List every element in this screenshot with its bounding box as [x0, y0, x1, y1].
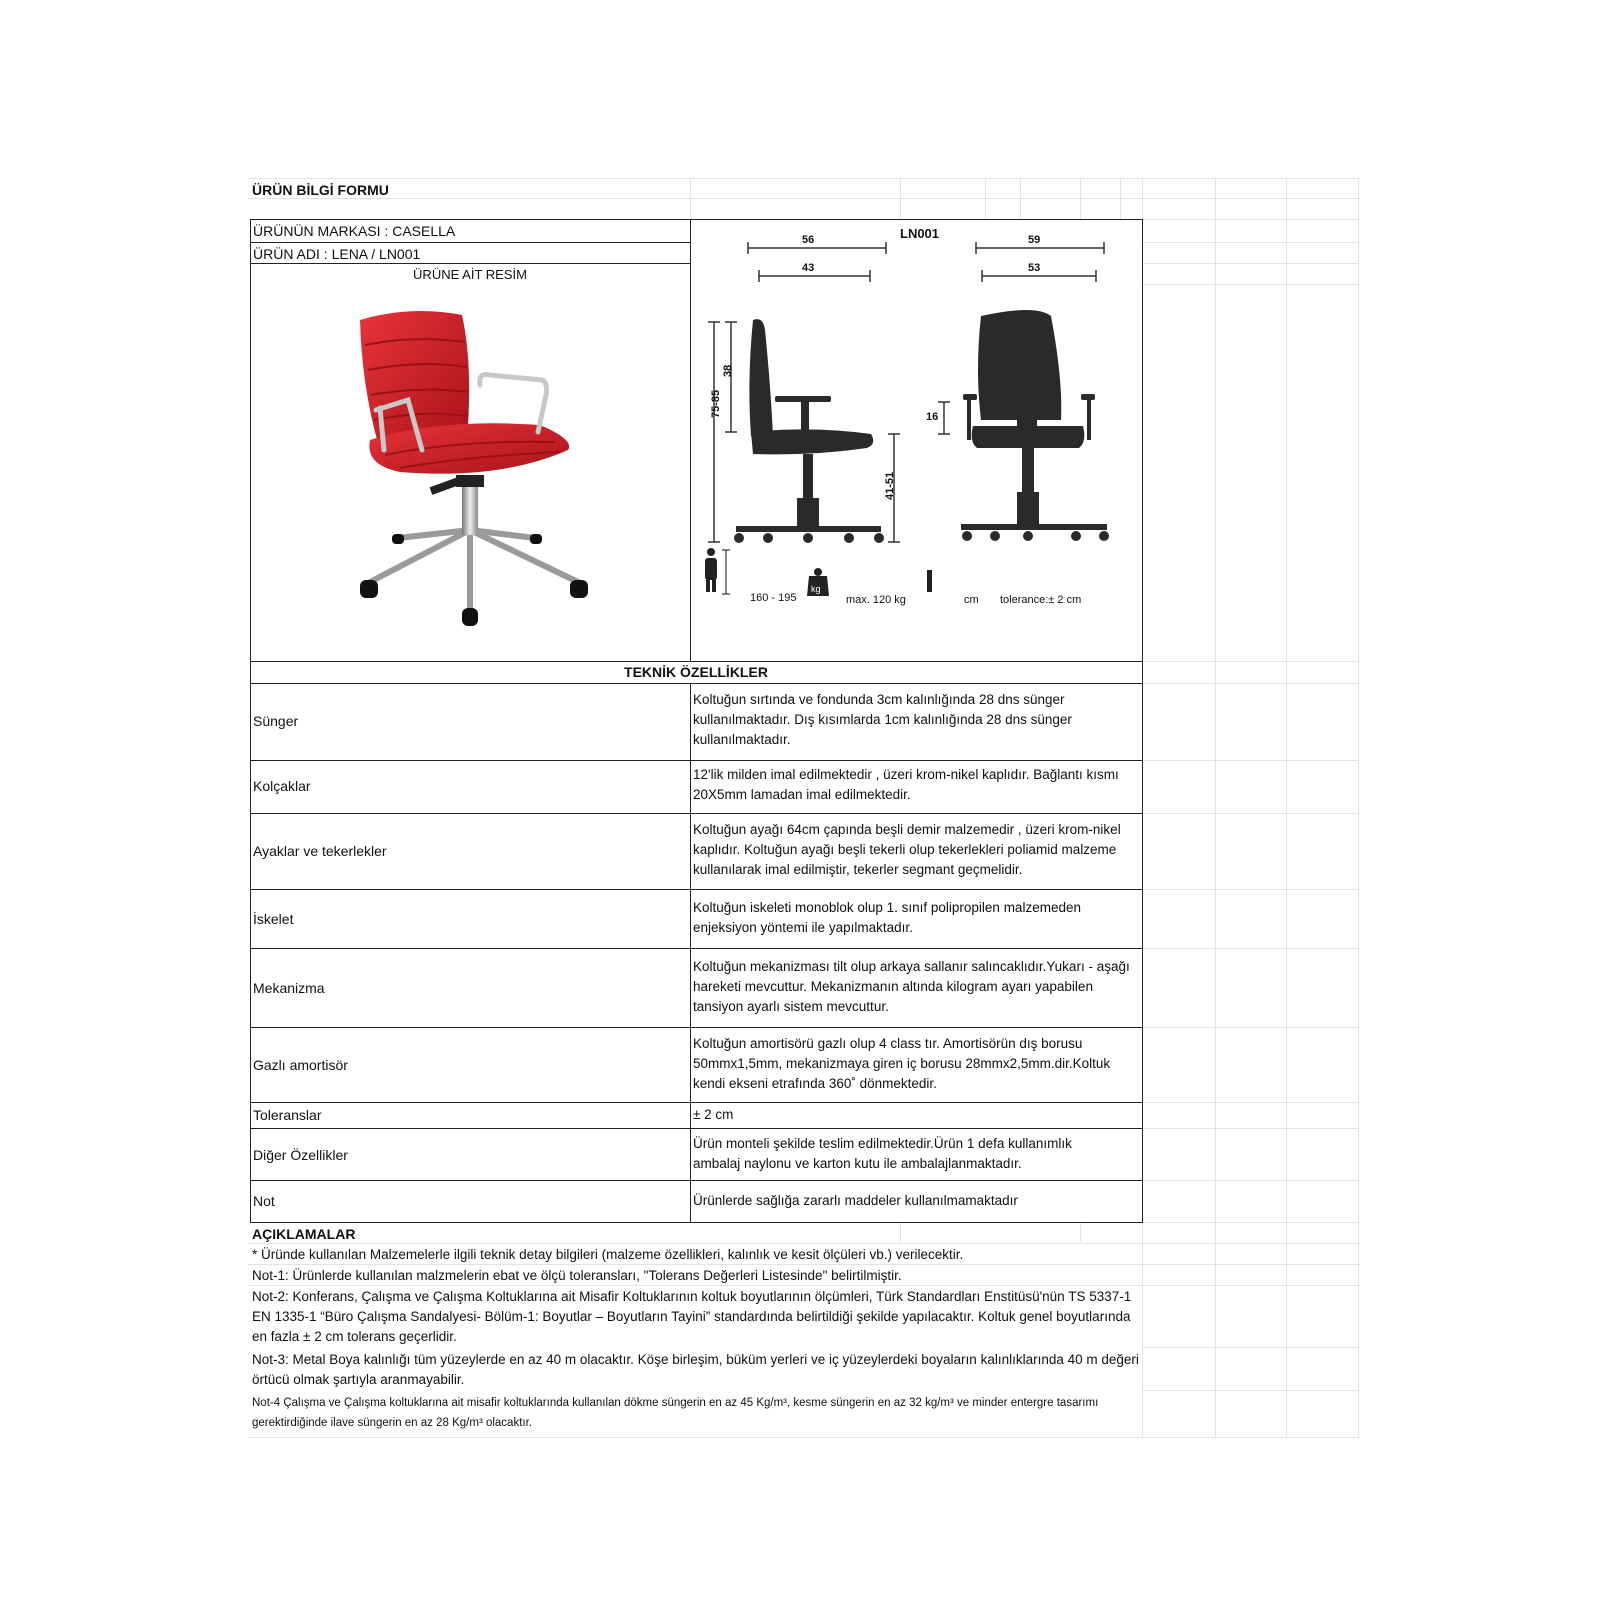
max-weight: max. 120 kg	[846, 594, 906, 606]
dim-back-width-inner: 53	[1028, 262, 1041, 274]
spec-label: Diğer Özellikler	[253, 1147, 348, 1163]
spec-value: Koltuğun amortisörü gazlı olup 4 class tır. Amortisörün dış borusu 50mmx1,5mm, mekanizmaya giren iç borusu 28mmx2,5mm.dir.Koltuk kendi ekseni etrafında 360˚ dönmektedir.	[693, 1036, 1111, 1091]
unit-label: cm	[964, 594, 979, 606]
spec-label: Sünger	[253, 713, 299, 729]
spec-value: Koltuğun sırtında ve fondunda 3cm kalınlığında 28 dns sünger kullanılmaktadır. Dış kısımlarda 1cm kalınlığında 28 dns sünger kullanılmaktadır.	[693, 692, 1072, 747]
note-1: Not-1: Ürünlerde kullanılan malzmelerin ebat ve ölçü toleransları, "Tolerans Değerleri Listesinde" belirtilmiştir.	[252, 1268, 902, 1283]
spec-value: Koltuğun mekanizması tilt olup arkaya sallanır salıncaklıdır.Yukarı - aşağı hareketi mevcuttur. Mekanizmanın altında kilogram ayarı yapabilen tansiyon ayarlı sistem mevcuttur.	[693, 959, 1130, 1014]
kg-icon: kg	[811, 584, 821, 594]
dim-seat-height: 41-51	[884, 471, 896, 500]
user-height-range: 160 - 195	[750, 592, 797, 604]
model-code: LN001	[900, 226, 940, 241]
tech-specs-title: TEKNİK ÖZELLİKLER	[624, 664, 768, 680]
spec-value: Koltuğun iskeleti monoblok olup 1. sınıf polipropilen malzemeden enjeksiyon yöntemi ile yapılmaktadır.	[693, 900, 1081, 935]
spec-label: Mekanizma	[253, 980, 325, 996]
image-caption: ÜRÜNE AİT RESİM	[413, 267, 527, 282]
dim-total-height: 75-85	[710, 389, 722, 418]
note-3: Not-3: Metal Boya kalınlığı tüm yüzeylerde en az 40 m olacaktır. Köşe birleşim, büküm yerleri ve iç yüzeylerdeki boyaların kalınlıklarında 40 m değeri örtücü olmak şartıyla aranmayabilir.	[252, 1352, 1139, 1387]
spec-value: Koltuğun ayağı 64cm çapında beşli demir malzemedir , üzeri krom-nikel kaplıdır. Koltuğun ayağı beşli tekerli olup tekerlekleri poliamid malzeme kullanılarak imal edilmiştir, tekerler segmant geçmelidir.	[693, 822, 1121, 877]
note-2: Not-2: Konferans, Çalışma ve Çalışma Koltuklarına ait Misafir Koltuklarının koltuk boyutlarının ölçümleri, Türk Standardları Enstitüsü'nün TS 5337-1 EN 1335-1 “Büro Çalışma Sandalyesi- Bölüm-1: Boyutlar – Boyutların Tayini” standardında belirtildiği şekilde yapılacaktır. Koltuk genel boyutlarında en fazla ± 2 cm tolerans geçerlidir.	[252, 1289, 1132, 1344]
spec-label: Kolçaklar	[253, 778, 311, 794]
spec-value: 12'lik milden imal edilmektedir , üzeri krom-nikel kaplıdır. Bağlantı kısmı 20X5mm lamadan imal edilmektedir.	[693, 767, 1119, 802]
note-general: * Üründe kullanılan Malzemelerle ilgili teknik detay bilgileri (malzeme özellikleri, kalınlık ve kesit ölçüleri vb.) verilecektir.	[252, 1247, 964, 1262]
dim-back-height: 38	[722, 364, 734, 377]
note-4: Not-4 Çalışma ve Çalışma koltuklarına ait misafir koltuklarında kullanılan dökme süngerin en az 45 Kg/m³, kesme süngerin en az 32 kg/m³ ve minder entergre tasarımı gerektirdiğinde ilave süngerin en az 28 Kg/m³ olacaktır.	[252, 1397, 1099, 1429]
spec-value: ± 2 cm	[693, 1107, 734, 1122]
notes-title: AÇIKLAMALAR	[252, 1226, 356, 1242]
brand-line: ÜRÜNÜN MARKASI : CASELLA	[253, 223, 456, 239]
spec-label: Gazlı amortisör	[253, 1057, 348, 1073]
spec-value: Ürünlerde sağlığa zararlı maddeler kullanılmamaktadır	[693, 1193, 1018, 1208]
dim-seat-width-inner: 43	[802, 262, 815, 274]
spec-label: İskelet	[253, 911, 294, 927]
product-photo	[340, 300, 610, 640]
spec-value: Ürün monteli şekilde teslim edilmektedir.Ürün 1 defa kullanımlık ambalaj naylonu ve karton kutu ile ambalajlanmaktadır.	[693, 1136, 1072, 1171]
form-title: ÜRÜN BİLGİ FORMU	[252, 182, 389, 198]
spec-label: Not	[253, 1193, 275, 1209]
dim-seat-width-total: 56	[802, 234, 815, 246]
product-name-line: ÜRÜN ADI : LENA / LN001	[253, 246, 421, 262]
dim-arm-height: 16	[926, 411, 939, 423]
dim-back-width-total: 59	[1028, 234, 1041, 246]
tolerance-label: tolerance:± 2 cm	[1000, 594, 1082, 606]
spec-label: Toleranslar	[253, 1107, 322, 1123]
spec-label: Ayaklar ve tekerlekler	[253, 843, 387, 859]
